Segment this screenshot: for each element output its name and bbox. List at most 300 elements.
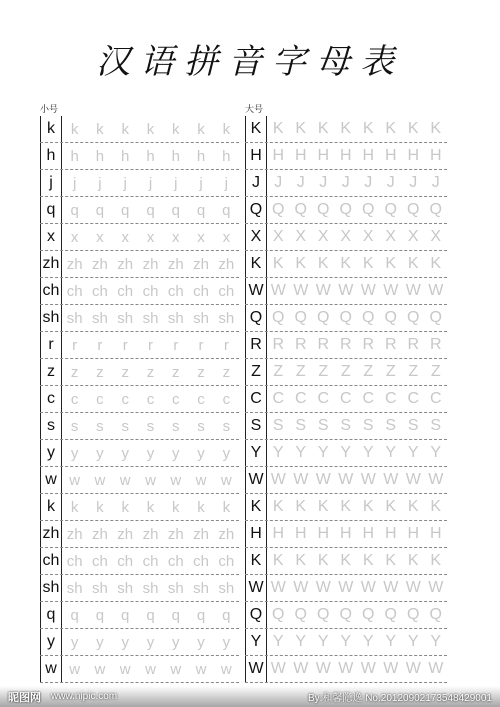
tracing-letter: r — [122, 336, 128, 354]
uppercase-letter: K — [245, 494, 267, 520]
tracing-letter: K — [385, 498, 397, 515]
tracing-letter: s — [172, 417, 180, 435]
tracing-letter: K — [385, 552, 397, 569]
tracing-letter: w — [195, 660, 207, 678]
tracing-letter: S — [430, 417, 442, 434]
tracing-letter: ch — [117, 552, 134, 570]
tracing-letter: Y — [385, 633, 397, 650]
tracing-letter: W — [428, 282, 444, 299]
tracing-letter: Y — [295, 633, 307, 650]
tracing-letter: sh — [142, 309, 159, 327]
tracing-letter: j — [72, 174, 77, 192]
tracing-letter: K — [340, 552, 352, 569]
lowercase-letter: x — [40, 224, 62, 250]
tracing-letter: X — [272, 228, 284, 245]
tracing-letter: w — [145, 660, 156, 678]
tracing-letter: j — [174, 174, 178, 192]
tracing-letter: w — [220, 471, 232, 489]
tracing-letter: C — [317, 390, 330, 407]
tracing-letter: k — [172, 120, 180, 138]
lowercase-letter: y — [40, 629, 62, 655]
uppercase-tracing-letters — [267, 170, 447, 196]
uppercase-tracing-letters — [267, 656, 447, 682]
tracing-letter: C — [294, 390, 307, 407]
tracing-letter: X — [317, 228, 329, 245]
tracing-letter: Z — [385, 363, 396, 380]
tracing-letter: k — [96, 498, 104, 516]
tracing-letter: K — [295, 255, 307, 272]
tracing-letter: H — [272, 147, 285, 164]
tracing-letter: w — [145, 471, 156, 489]
tracing-letter: w — [94, 660, 106, 678]
lowercase-letter: q — [40, 197, 62, 223]
uppercase-letter: K — [245, 116, 267, 142]
tracing-letter: K — [407, 120, 419, 137]
lowercase-tracing-letters — [62, 467, 239, 493]
uppercase-row — [245, 386, 447, 413]
tracing-letter: c — [121, 390, 129, 408]
tracing-letter: j — [199, 174, 203, 192]
tracing-letter: Q — [384, 606, 397, 623]
tracing-letter: W — [360, 660, 376, 677]
lowercase-row — [40, 494, 239, 521]
tracing-letter: K — [295, 120, 307, 137]
tracing-letter: sh — [167, 579, 184, 597]
tracing-letter: W — [360, 282, 376, 299]
tracing-letter: Q — [384, 201, 397, 218]
tracing-letter: K — [340, 120, 352, 137]
tracing-letter: q — [146, 201, 155, 219]
tracing-letter: y — [121, 444, 129, 462]
tracing-letter: Q — [407, 309, 420, 326]
tracing-letter: ch — [92, 552, 108, 570]
lowercase-letter: w — [40, 467, 62, 493]
tracing-letter: K — [430, 498, 442, 515]
tracing-letter: K — [272, 552, 284, 569]
lowercase-tracing-letters — [62, 629, 239, 655]
tracing-letter: H — [429, 525, 442, 542]
tracing-letter: Q — [317, 201, 330, 218]
tracing-letter: W — [315, 282, 331, 299]
uppercase-row — [245, 413, 447, 440]
tracing-letter: Q — [272, 606, 285, 623]
tracing-letter: c — [70, 390, 79, 408]
tracing-letter: h — [121, 147, 130, 165]
tracing-letter: y — [197, 633, 205, 651]
tracing-letter: Q — [294, 309, 307, 326]
tracing-letter: H — [362, 525, 375, 542]
tracing-letter: sh — [92, 309, 108, 327]
tracing-letter: S — [362, 417, 374, 434]
tracing-letter: H — [272, 525, 285, 542]
tracing-letter: y — [70, 444, 79, 462]
tracing-letter: Q — [294, 201, 307, 218]
uppercase-letter: W — [245, 467, 267, 493]
tracing-letter: ch — [66, 282, 83, 300]
uppercase-row — [245, 143, 447, 170]
tracing-letter: r — [147, 336, 153, 354]
lowercase-letter: c — [40, 386, 62, 412]
tracing-letter: Q — [429, 606, 442, 623]
lowercase-letter: zh — [40, 251, 62, 277]
lowercase-tracing-letters — [62, 143, 239, 169]
tracing-letter: Q — [317, 309, 330, 326]
tracing-letter: Q — [362, 606, 375, 623]
uppercase-tracing-letters — [267, 278, 447, 304]
tracing-letter: Y — [362, 444, 374, 461]
tracing-letter: q — [121, 201, 130, 219]
tracing-letter: X — [385, 228, 397, 245]
lowercase-tracing-letters — [62, 359, 239, 385]
page-title: 汉语拼音字母表 — [96, 42, 404, 82]
tracing-letter: zh — [66, 525, 83, 543]
tracing-letter: k — [70, 498, 79, 516]
tracing-letter: k — [70, 120, 79, 138]
tracing-letter: Q — [294, 606, 307, 623]
uppercase-letter: Y — [245, 629, 267, 655]
tracing-letter: Y — [295, 444, 307, 461]
tracing-letter: q — [171, 201, 180, 219]
tracing-letter: q — [95, 201, 105, 219]
tracing-letter: J — [319, 174, 328, 191]
tracing-letter: W — [405, 282, 421, 299]
tracing-letter: j — [98, 174, 102, 192]
tracing-letter: K — [272, 255, 284, 272]
tracing-letter: Y — [407, 444, 419, 461]
tracing-letter: R — [384, 336, 397, 353]
tracing-letter: x — [121, 228, 129, 246]
tracing-letter: C — [362, 390, 375, 407]
tracing-letter: K — [430, 255, 442, 272]
uppercase-tracing-letters — [267, 440, 447, 466]
tracing-letter: s — [121, 417, 129, 435]
tracing-letter: J — [274, 174, 283, 191]
uppercase-letter: H — [245, 143, 267, 169]
tracing-letter: y — [222, 444, 231, 462]
uppercase-tracing-letters — [267, 359, 447, 385]
tracing-letter: W — [338, 282, 354, 299]
lowercase-tracing-letters — [62, 278, 239, 304]
lowercase-row — [40, 602, 239, 629]
tracing-letter: H — [339, 525, 352, 542]
tracing-letter: H — [384, 525, 397, 542]
tracing-letter: r — [72, 336, 78, 354]
uppercase-row — [245, 224, 447, 251]
tracing-letter: K — [430, 552, 442, 569]
tracing-letter: X — [407, 228, 419, 245]
tracing-letter: w — [69, 471, 81, 489]
lowercase-tracing-letters — [62, 386, 239, 412]
uppercase-row — [245, 548, 447, 575]
tracing-letter: zh — [167, 525, 184, 543]
tracing-letter: zh — [193, 525, 209, 543]
tracing-letter: w — [170, 660, 182, 678]
tracing-letter: W — [293, 282, 309, 299]
tracing-letter: r — [223, 336, 229, 354]
tracing-letter: Z — [295, 363, 306, 380]
uppercase-row — [245, 197, 447, 224]
lowercase-letter: r — [40, 332, 62, 358]
tracing-letter: s — [222, 417, 231, 435]
tracing-letter: z — [222, 363, 231, 381]
tracing-letter: h — [222, 147, 231, 165]
tracing-letter: ch — [218, 282, 235, 300]
tracing-letter: W — [293, 660, 309, 677]
tracing-letter: K — [407, 552, 419, 569]
tracing-letter: K — [295, 552, 307, 569]
tracing-letter: Z — [273, 363, 284, 380]
tracing-letter: R — [339, 336, 352, 353]
tracing-letter: C — [429, 390, 442, 407]
tracing-letter: H — [317, 525, 330, 542]
lowercase-letter: h — [40, 143, 62, 169]
lowercase-letter: k — [40, 116, 62, 142]
tracing-letter: W — [315, 660, 331, 677]
lowercase-letter: zh — [40, 521, 62, 547]
tracing-letter: J — [364, 174, 373, 191]
tracing-letter: W — [338, 579, 354, 596]
tracing-letter: W — [270, 579, 286, 596]
uppercase-row — [245, 170, 447, 197]
uppercase-practice-grid — [245, 116, 447, 683]
lowercase-row — [40, 386, 239, 413]
tracing-letter: Z — [363, 363, 374, 380]
tracing-letter: zh — [193, 255, 209, 273]
tracing-letter: y — [222, 633, 231, 651]
uppercase-row — [245, 359, 447, 386]
watermark-credit: By:和馨隐逸 No.20120902173548429001 — [307, 693, 492, 704]
tracing-letter: q — [70, 606, 79, 624]
lowercase-row — [40, 224, 239, 251]
tracing-letter: zh — [92, 255, 108, 273]
uppercase-letter: S — [245, 413, 267, 439]
tracing-letter: K — [362, 255, 374, 272]
tracing-letter: S — [340, 417, 352, 434]
lowercase-tracing-letters — [62, 440, 239, 466]
tracing-letter: Q — [317, 606, 330, 623]
tracing-letter: y — [70, 633, 79, 651]
tracing-letter: ch — [142, 282, 159, 300]
tracing-letter: S — [272, 417, 284, 434]
tracing-letter: W — [405, 579, 421, 596]
tracing-letter: zh — [92, 525, 108, 543]
tracing-letter: K — [430, 120, 442, 137]
uppercase-tracing-letters — [267, 467, 447, 493]
lowercase-letter: j — [40, 170, 62, 196]
lowercase-row — [40, 278, 239, 305]
lowercase-tracing-letters — [62, 251, 239, 277]
tracing-letter: Y — [272, 444, 284, 461]
lowercase-tracing-letters — [62, 602, 239, 628]
uppercase-row — [245, 116, 447, 143]
tracing-letter: Z — [340, 363, 351, 380]
tracing-letter: K — [407, 255, 419, 272]
lowercase-row — [40, 467, 239, 494]
lowercase-tracing-letters — [62, 548, 239, 574]
uppercase-row — [245, 332, 447, 359]
uppercase-tracing-letters — [267, 602, 447, 628]
uppercase-tracing-letters — [267, 305, 447, 331]
tracing-letter: y — [96, 444, 104, 462]
tracing-letter: J — [296, 174, 305, 191]
tracing-letter: sh — [193, 579, 209, 597]
tracing-letter: x — [172, 228, 180, 246]
tracing-letter: x — [146, 228, 155, 246]
tracing-letter: Q — [384, 309, 397, 326]
uppercase-row — [245, 629, 447, 656]
uppercase-row — [245, 494, 447, 521]
tracing-letter: q — [196, 201, 206, 219]
tracing-letter: H — [407, 147, 420, 164]
tracing-letter: k — [146, 120, 155, 138]
lowercase-row — [40, 197, 239, 224]
uppercase-letter: Q — [245, 602, 267, 628]
tracing-letter: z — [146, 363, 155, 381]
tracing-letter: Y — [407, 633, 419, 650]
tracing-letter: q — [70, 201, 79, 219]
lowercase-row — [40, 440, 239, 467]
tracing-letter: sh — [66, 579, 83, 597]
tracing-letter: z — [172, 363, 180, 381]
lowercase-letter: sh — [40, 575, 62, 601]
tracing-letter: sh — [167, 309, 184, 327]
tracing-letter: C — [339, 390, 352, 407]
uppercase-row — [245, 575, 447, 602]
lowercase-row — [40, 116, 239, 143]
lowercase-letter: ch — [40, 278, 62, 304]
uppercase-tracing-letters — [267, 494, 447, 520]
uppercase-tracing-letters — [267, 548, 447, 574]
tracing-letter: sh — [218, 309, 235, 327]
tracing-letter: W — [428, 660, 444, 677]
tracing-letter: h — [95, 147, 105, 165]
tracing-letter: x — [222, 228, 231, 246]
tracing-letter: Z — [430, 363, 441, 380]
uppercase-tracing-letters — [267, 116, 447, 142]
tracing-letter: W — [405, 660, 421, 677]
uppercase-letter: K — [245, 548, 267, 574]
tracing-letter: K — [295, 498, 307, 515]
tracing-letter: K — [272, 120, 284, 137]
tracing-letter: W — [383, 579, 399, 596]
tracing-letter: y — [172, 633, 180, 651]
tracing-letter: Y — [430, 633, 442, 650]
tracing-letter: k — [96, 120, 104, 138]
tracing-letter: q — [95, 606, 105, 624]
tracing-letter: zh — [66, 255, 83, 273]
tracing-letter: x — [197, 228, 205, 246]
tracing-letter: J — [431, 174, 440, 191]
tracing-letter: K — [385, 255, 397, 272]
tracing-letter: H — [384, 147, 397, 164]
tracing-letter: sh — [117, 579, 134, 597]
tracing-letter: c — [172, 390, 180, 408]
uppercase-tracing-letters — [267, 332, 447, 358]
tracing-letter: Y — [362, 633, 374, 650]
uppercase-tracing-letters — [267, 386, 447, 412]
tracing-letter: r — [173, 336, 179, 354]
tracing-letter: W — [293, 471, 309, 488]
tracing-letter: H — [429, 147, 442, 164]
lowercase-practice-grid — [40, 116, 239, 683]
tracing-letter: K — [317, 552, 329, 569]
uppercase-letter: C — [245, 386, 267, 412]
tracing-letter: q — [196, 606, 206, 624]
tracing-letter: w — [69, 660, 81, 678]
lowercase-tracing-letters — [62, 575, 239, 601]
tracing-letter: z — [96, 363, 104, 381]
lowercase-letter: s — [40, 413, 62, 439]
uppercase-row — [245, 251, 447, 278]
tracing-letter: sh — [218, 579, 235, 597]
tracing-letter: S — [385, 417, 397, 434]
uppercase-letter: R — [245, 332, 267, 358]
uppercase-tracing-letters — [267, 629, 447, 655]
tracing-letter: c — [197, 390, 205, 408]
tracing-letter: ch — [92, 282, 108, 300]
uppercase-tracing-letters — [267, 575, 447, 601]
tracing-letter: k — [121, 498, 129, 516]
uppercase-letter: Y — [245, 440, 267, 466]
uppercase-row — [245, 278, 447, 305]
lowercase-row — [40, 251, 239, 278]
uppercase-tracing-letters — [267, 197, 447, 223]
tracing-letter: W — [315, 471, 331, 488]
tracing-letter: Q — [272, 201, 285, 218]
tracing-letter: H — [362, 147, 375, 164]
tracing-letter: W — [360, 471, 376, 488]
watermark-bar — [0, 686, 500, 707]
lowercase-tracing-letters — [62, 521, 239, 547]
tracing-letter: s — [70, 417, 79, 435]
lowercase-tracing-letters — [62, 413, 239, 439]
tracing-letter: K — [317, 120, 329, 137]
lowercase-row — [40, 359, 239, 386]
tracing-letter: S — [317, 417, 329, 434]
tracing-letter: sh — [117, 309, 134, 327]
tracing-letter: R — [429, 336, 442, 353]
tracing-letter: ch — [117, 282, 134, 300]
uppercase-row — [245, 440, 447, 467]
tracing-letter: y — [146, 633, 155, 651]
tracing-letter: zh — [167, 255, 184, 273]
tracing-letter: W — [293, 579, 309, 596]
tracing-letter: q — [222, 201, 231, 219]
tracing-letter: R — [317, 336, 330, 353]
tracing-letter: w — [170, 471, 182, 489]
lowercase-row — [40, 332, 239, 359]
tracing-letter: q — [222, 606, 231, 624]
tracing-letter: r — [198, 336, 204, 354]
uppercase-tracing-letters — [267, 413, 447, 439]
tracing-letter: K — [272, 498, 284, 515]
tracing-letter: k — [121, 120, 129, 138]
tracing-letter: z — [197, 363, 205, 381]
tracing-letter: Y — [430, 444, 442, 461]
tracing-letter: k — [197, 498, 205, 516]
tracing-letter: zh — [142, 525, 159, 543]
tracing-letter: Q — [339, 201, 352, 218]
lowercase-row — [40, 629, 239, 656]
tracing-letter: Y — [272, 633, 284, 650]
tracing-letter: ch — [167, 282, 184, 300]
tracing-letter: H — [294, 147, 307, 164]
lowercase-letter: y — [40, 440, 62, 466]
uppercase-letter: H — [245, 521, 267, 547]
uppercase-column-label: 大号 — [245, 104, 264, 114]
lowercase-row — [40, 575, 239, 602]
tracing-letter: W — [270, 660, 286, 677]
